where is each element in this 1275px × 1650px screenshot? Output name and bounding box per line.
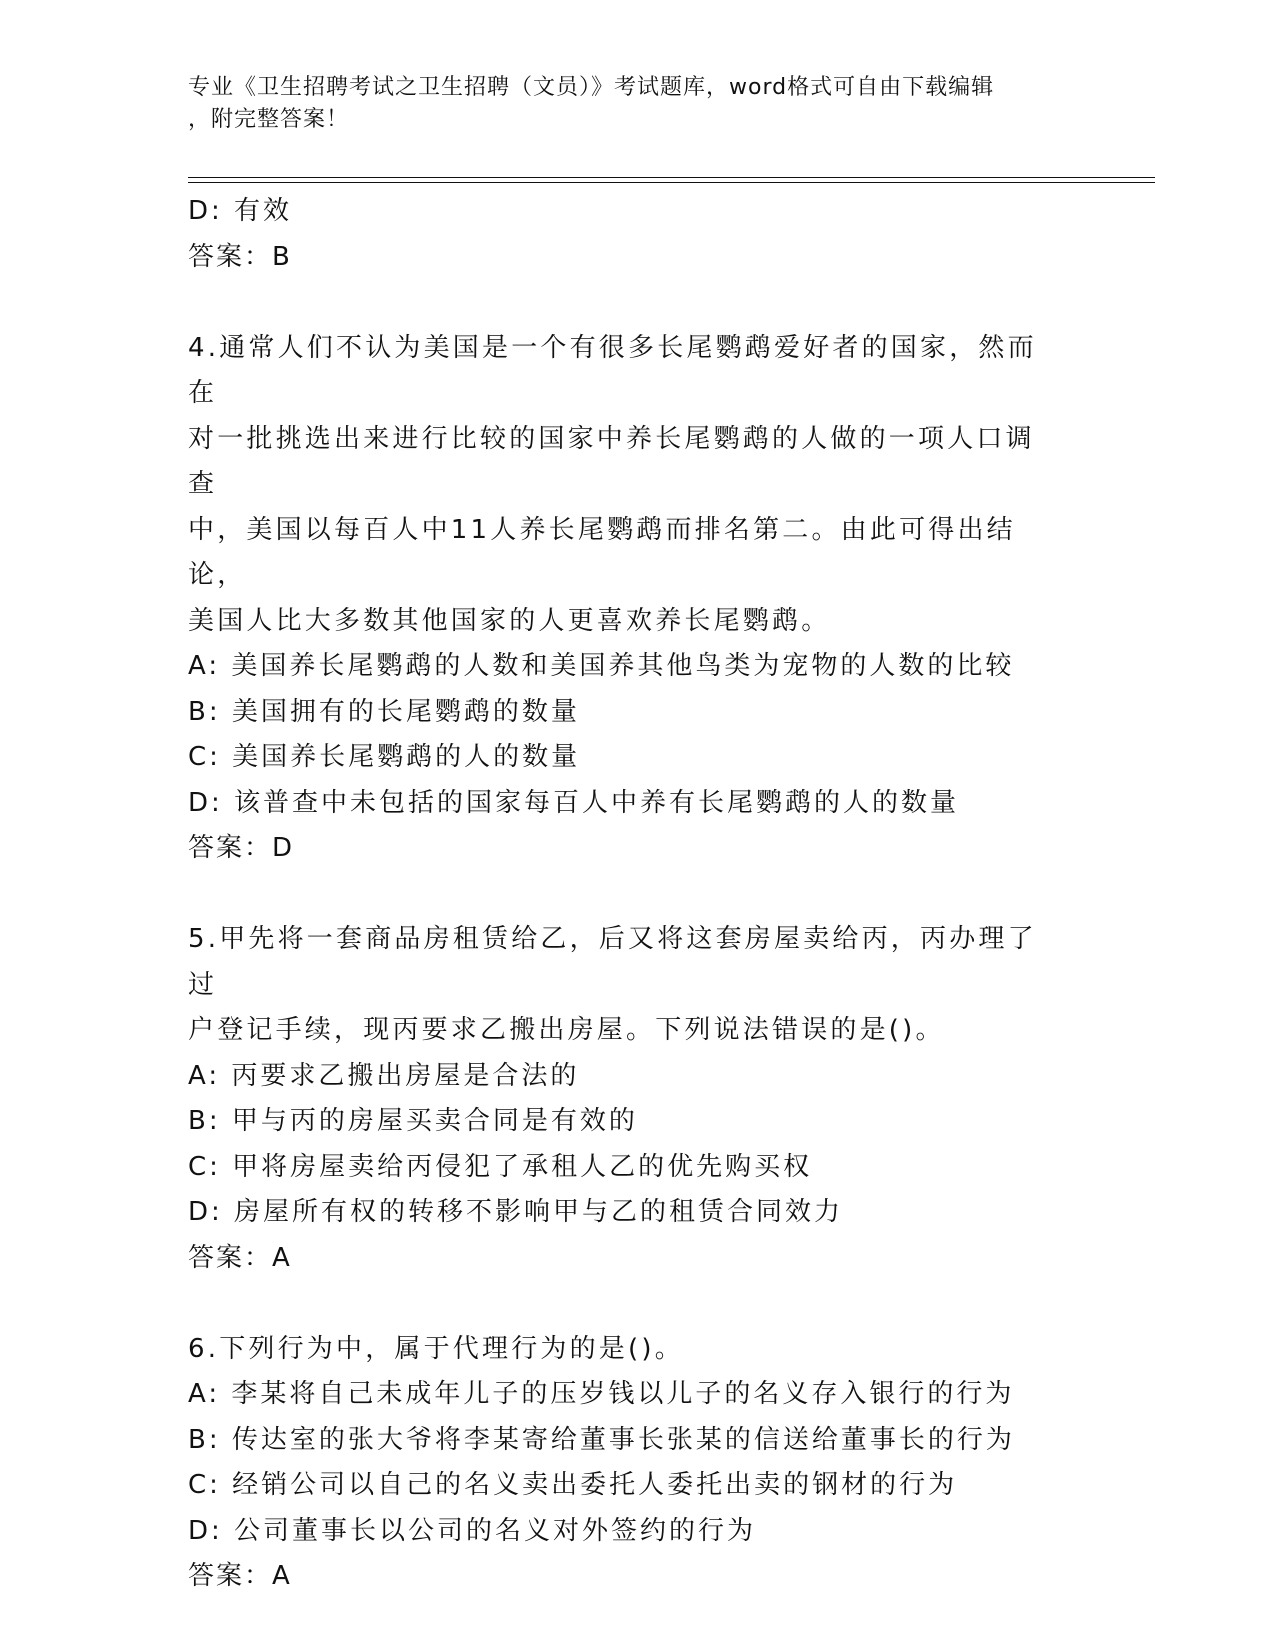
option-b: B: 甲与丙的房屋买卖合同是有效的 xyxy=(188,1106,638,1136)
answer-line: 答案：B xyxy=(188,241,292,272)
option-c: C: 美国养长尾鹦鹉的人的数量 xyxy=(188,742,581,772)
question-stem-line: 美国人比大多数其他国家的人更喜欢养长尾鹦鹉。 xyxy=(188,605,831,636)
question-5 xyxy=(188,917,1068,1281)
question-stem-line: 5.甲先将一套商品房租赁给乙，后又将这套房屋卖给丙，丙办理了过 xyxy=(188,924,1037,1000)
header-line-2: ，附完整答案！ xyxy=(188,107,350,132)
option-a: A: 李某将自己未成年儿子的压岁钱以儿子的名义存入银行的行为 xyxy=(188,1379,1015,1409)
header-line-1: 专业《卫生招聘考试之卫生招聘（文员）》考试题库，word格式可自由下载编辑 xyxy=(188,75,995,100)
header-divider-top xyxy=(188,177,1155,178)
question-6 xyxy=(188,1327,1068,1600)
question-stem-line: 4.通常人们不认为美国是一个有很多长尾鹦鹉爱好者的国家，然而在 xyxy=(188,332,1037,408)
answer-line: 答案：A xyxy=(188,1242,292,1273)
header-divider-bottom xyxy=(188,182,1155,183)
document-body xyxy=(188,189,1068,1600)
question-stem-line: 户登记手续，现丙要求乙搬出房屋。下列说法错误的是()。 xyxy=(188,1015,945,1045)
option-b: B: 传达室的张大爷将李某寄给董事长张某的信送给董事长的行为 xyxy=(188,1424,1015,1455)
option-d: D: 有效 xyxy=(188,196,293,226)
spacer xyxy=(188,1281,1068,1327)
option-c: C: 经销公司以自己的名义卖出委托人委托出卖的钢材的行为 xyxy=(188,1470,958,1500)
spacer xyxy=(188,872,1068,918)
question-stem-line: 对一批挑选出来进行比较的国家中养长尾鹦鹉的人做的一项人口调查 xyxy=(188,423,1035,499)
option-a: A: 美国养长尾鹦鹉的人数和美国养其他鸟类为宠物的人数的比较 xyxy=(188,651,1015,681)
option-b: B: 美国拥有的长尾鹦鹉的数量 xyxy=(188,696,580,727)
question-stem-line: 中，美国以每百人中11人养长尾鹦鹉而排名第二。由此可得出结论， xyxy=(188,514,1016,590)
document-header xyxy=(188,72,1088,136)
option-d: D: 房屋所有权的转移不影响甲与乙的租赁合同效力 xyxy=(188,1197,844,1227)
option-d: D: 该普查中未包括的国家每百人中养有长尾鹦鹉的人的数量 xyxy=(188,787,960,818)
question-4 xyxy=(188,326,1068,872)
option-a: A: 丙要求乙搬出房屋是合法的 xyxy=(188,1060,580,1091)
option-c: C: 甲将房屋卖给丙侵犯了承租人乙的优先购买权 xyxy=(188,1151,813,1182)
answer-line: 答案：D xyxy=(188,833,295,863)
question-stem-line: 6.下列行为中，属于代理行为的是()。 xyxy=(188,1333,684,1364)
option-d: D: 公司董事长以公司的名义对外签约的行为 xyxy=(188,1515,757,1546)
spacer xyxy=(188,280,1068,326)
answer-line: 答案：A xyxy=(188,1561,292,1591)
